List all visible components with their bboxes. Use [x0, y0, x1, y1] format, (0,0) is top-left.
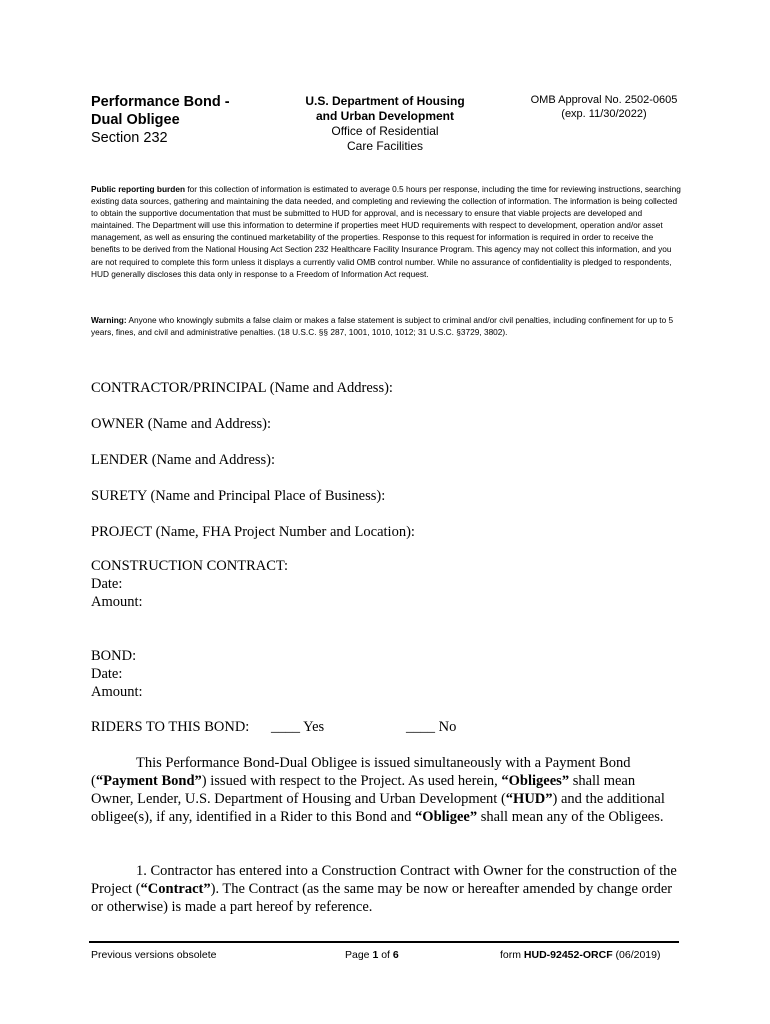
contractor-field	[91, 379, 393, 397]
riders-label: RIDERS TO THIS BOND:	[91, 719, 250, 735]
bond-field	[91, 647, 143, 701]
project-field	[91, 523, 415, 541]
form-prefix: form	[500, 949, 524, 961]
riders-yes-option[interactable]: ____ Yes	[271, 719, 325, 735]
section-1-text-2: ). The Contract (as the same may be now or hereafter amended by change order or otherwise) is made a part hereof by reference.	[91, 881, 673, 915]
contract-term: “Contract”	[140, 881, 211, 897]
warning-text: Anyone who knowingly submits a false claim or makes a false statement is subject to criminal and/or civil penalties, including confinement for up to 5 years, fines, and civil and administrative penalties. (18 U.S.C. §§ 287, 1001, 1010, 1012; 31 U.S.C. §3729, 3802).	[91, 315, 674, 338]
agency-name-line1: U.S. Department of Housing	[305, 94, 465, 108]
contractor-label: CONTRACTOR/PRINCIPAL (Name and Address):	[91, 380, 393, 396]
omb-approval-block	[515, 93, 693, 121]
construction-contract-label: CONSTRUCTION CONTRACT:	[91, 558, 289, 574]
intro-text-4: ) and the additional obligee(s), if any, identified in a Rider to this Bond and	[91, 791, 665, 825]
form-title-block	[91, 93, 291, 147]
agency-block	[285, 94, 485, 154]
warning-notice	[91, 314, 681, 338]
surety-label: SURETY (Name and Principal Place of Business):	[91, 488, 386, 504]
intro-paragraph	[91, 754, 681, 826]
office-name-line1: Office of Residential	[331, 124, 439, 138]
omb-approval-number: OMB Approval No. 2502-0605	[530, 94, 678, 106]
intro-text-2: ) issued with respect to the Project. As used herein,	[201, 773, 502, 789]
construction-contract-field	[91, 557, 288, 611]
riders-field	[91, 718, 651, 736]
bond-amount-label: Amount:	[91, 684, 143, 700]
bond-date-label: Date:	[91, 666, 123, 682]
owner-label: OWNER (Name and Address):	[91, 416, 271, 432]
burden-text: for this collection of information is estimated to average 0.5 hours per response, including the time for reviewing instructions, searching existing data sources, gathering and maintaining the data needed, and completing and reviewing the collection of information. The information is being collected to obtain the supportive documentation that must be submitted to HUD for approval, and is necessary to ensure that viable projects are developed and maintained. The Department will use this information to determine if properties meet HUD requirements with respect to development, operation and/or asset management, as well as ensuring the continued marketability of the properties. Response to this request for information is required in order to receive the benefits to be derived from the National Housing Act Section 232 Healthcare Facility Insurance Program. This agency may not collect this information, and you are not required to complete this form unless it displays a currently valid OMB control number. While no assurance of confidentiality is pledged to respondents, HUD generally discloses this data only in response to a Freedom of Information Act request.	[91, 184, 681, 279]
lender-label: LENDER (Name and Address):	[91, 452, 276, 468]
payment-bond-term: “Payment Bond”	[95, 773, 202, 789]
footer-form-id	[500, 949, 660, 962]
public-reporting-burden-notice	[91, 183, 681, 280]
section-1-paragraph	[91, 862, 681, 916]
contract-date-label: Date:	[91, 576, 123, 592]
riders-no-option[interactable]: ____ No	[406, 719, 457, 735]
footer-page-number	[345, 949, 399, 962]
section-1-text-1: 1. Contractor has entered into a Construction Contract with Owner for the construction of the Project (	[91, 863, 677, 897]
form-number: HUD-92452-ORCF	[523, 949, 613, 961]
intro-text-5: shall mean any of the Obligees.	[477, 809, 664, 825]
office-name-line2: Care Facilities	[346, 139, 424, 153]
intro-text-1: This Performance Bond-Dual Obligee is issued simultaneously with a Payment Bond (	[91, 755, 631, 789]
form-title-line1: Performance Bond -	[91, 94, 230, 110]
obligee-term: “Obligee”	[415, 809, 478, 825]
page-total: 6	[392, 949, 399, 961]
contract-amount-label: Amount:	[91, 594, 143, 610]
agency-name-line2: and Urban Development	[315, 109, 455, 123]
omb-expiration: (exp. 11/30/2022)	[561, 108, 647, 120]
warning-label: Warning:	[91, 315, 127, 325]
hud-term: “HUD”	[505, 791, 553, 807]
project-label: PROJECT (Name, FHA Project Number and Location):	[91, 524, 415, 540]
footer-divider	[89, 941, 679, 943]
surety-field	[91, 487, 385, 505]
page-prefix: Page	[345, 949, 373, 961]
intro-text-3: shall mean Owner, Lender, U.S. Department of Housing and Urban Development (	[91, 773, 636, 807]
bond-label: BOND:	[91, 648, 137, 664]
form-title-line2: Dual Obligee	[91, 112, 180, 128]
lender-field	[91, 451, 275, 469]
burden-label: Public reporting burden	[91, 184, 186, 194]
footer-obsolete-note: Previous versions obsolete	[91, 949, 217, 961]
obligees-term: “Obligees”	[501, 773, 570, 789]
form-section: Section 232	[91, 130, 168, 146]
form-date: (06/2019)	[612, 949, 661, 961]
page-current: 1	[372, 949, 379, 961]
page-of: of	[378, 949, 393, 961]
owner-field	[91, 415, 271, 433]
